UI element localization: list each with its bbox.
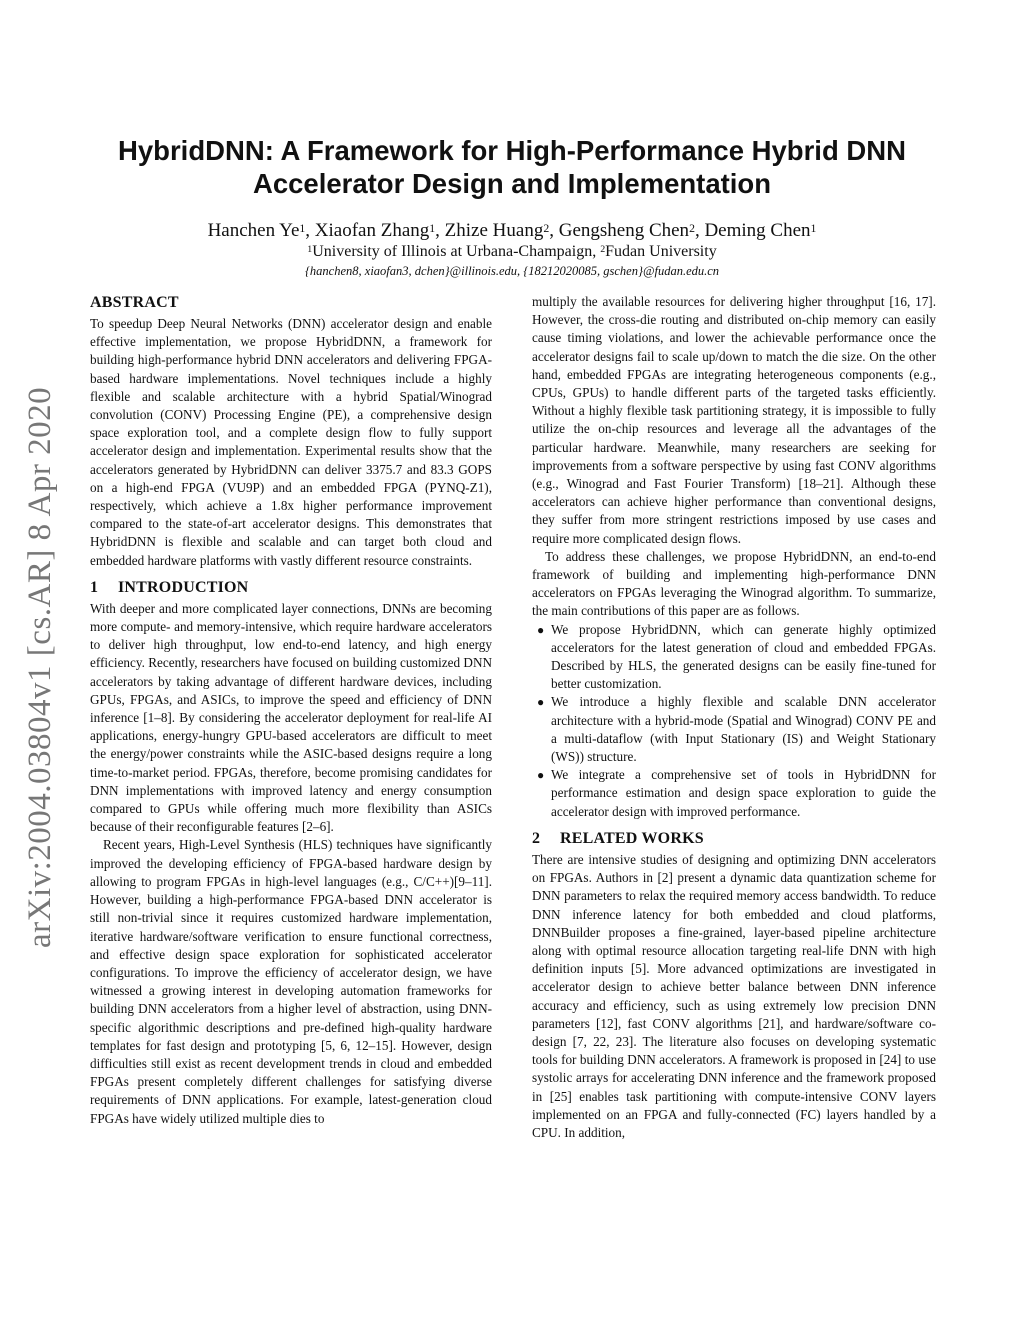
left-column bbox=[90, 293, 492, 1128]
author-name: Zhize Huang bbox=[444, 220, 544, 241]
list-item bbox=[532, 693, 936, 766]
paper-title-line-2: Accelerator Design and Implementation bbox=[252, 168, 772, 199]
bullet-icon: ● bbox=[537, 768, 545, 783]
author-affiliation-mark: 1 bbox=[429, 222, 436, 235]
intro-paragraph-4: To address these challenges, we propose HybridDNN, an end-to-end framework of building and implementing high-performance DNN accelerators on FPGAs leveraging the Winograd algorithm. To summarize, the main contributions of this paper are as follows. bbox=[532, 548, 936, 619]
affiliation-mark: 2 bbox=[600, 244, 606, 255]
author-affiliation-mark: 2 bbox=[543, 222, 550, 235]
author-name: Deming Chen bbox=[704, 220, 811, 241]
bullet-icon: ● bbox=[537, 622, 545, 637]
author-name: Hanchen Ye bbox=[207, 220, 300, 241]
related-paragraph-1: There are intensive studies of designing and optimizing DNN accelerators on FPGAs. Authors in [2] present a dynamic data quantization scheme for DNN parameters to relax the required memory access bandwidth. To reduce DNN inference latency for both embedded and cloud platforms, DNNBuilder proposes a fine-grained, layer-based pipeline architecture along with optimal resource allocation targeting real-life DNN with high definition inputs [5]. More advanced optimizations are investigated in accelerator design to achieve better balance between DNN inference accuracy and efficiency, such as using extremely low precision DNN parameters [12], fast CONV algorithms [21], and hardware/software co-design [7, 22, 23]. The literature also focuses on developing systematic tools for building DNN accelerators. A framework is proposed in [24] to use systolic arrays for accelerating DNN inference and the framework proposed in [25] enables task partitioning with compute-intensive CONV layers implemented on an FPGA and fully-connected (FC) layers handled by a CPU. In addition, bbox=[532, 851, 936, 1140]
affiliation-illinois: University of Illinois at Urbana-Champaign, bbox=[312, 243, 601, 260]
contributions-list bbox=[532, 621, 936, 821]
section-heading-related-works bbox=[532, 829, 936, 849]
author-affiliation-mark: 1 bbox=[810, 222, 817, 235]
intro-paragraph-3: multiply the available resources for delivering higher throughput [16, 17]. However, the cross-die routing and distributed on-chip memory can easily cause timing violations, and lower the achievable performance once the accelerator designs fail to scale up/down to match the die size. On the other hand, embedded FPGAs are integrating heterogeneous components (e.g., CPUs, GPUs) to handle different parts of the targeted tasks efficiently. Without a highly flexible task partitioning strategy, it is impossible to fully utilize the on-chip resources and leverage all the advantages of the particular hardware. Meanwhile, many researchers are seeking for improvements from a software perspective by using fast CONV algorithms (e.g., Winograd and Fast Fourier Transform) [18–21]. Although these accelerators can achieve higher performance than conventional designs, they suffer from more stringent restrictions imposed by use cases and require more complicated design flows. bbox=[532, 294, 936, 546]
paper-title-line-1: HybridDNN: A Framework for High-Performance Hybrid DNN bbox=[118, 135, 906, 166]
author-emails: {hanchen8, xiaofan3, dchen}@illinois.edu, {18212020085, gschen}@fudan.edu.cn bbox=[304, 264, 720, 278]
arxiv-identifier: arXiv:2004.03804v1 [cs.AR] 8 Apr 2020 bbox=[22, 386, 58, 948]
section-title: INTRODUCTION bbox=[118, 578, 249, 596]
intro-paragraph-2: Recent years, High-Level Synthesis (HLS) techniques have significantly improved the developing efficiency of FPGA-based hardware design by allowing to program FPGAs in high-level languages (e.g., C/C++)[9–11]. However, building a high-performance FPGA-based DNN accelerator is still non-trivial since it requires customized hardware implementation, iterative hardware/software verification to ensure functional correctness, and effective design space exploration for sophisticated accelerator configurations. To improve the efficiency of accelerator design, we have witnessed a growing interest in developing automation frameworks for building DNN accelerators from a higher level of abstraction, using DNN-specific algorithmic descriptions and pre-defined high-quality hardware templates for fast design and prototyping [5, 6, 12–15]. However, design difficulties still exist as recent development trends in cloud and embedded FPGAs present completely different challenges for satisfying diverse requirements of DNN applications. For example, latest-generation cloud FPGAs have widely utilized multiple dies to bbox=[90, 837, 492, 1126]
list-item bbox=[532, 621, 936, 694]
section-number: 2 bbox=[532, 829, 541, 847]
abstract-text: To speedup Deep Neural Networks (DNN) accelerator design and enable effective implementation, we propose HybridDNN, a framework for building high-performance hybrid DNN accelerators and delivering FPGA-based hardware implementations. Novel techniques include a highly flexible and scalable architecture with a hybrid Spatial/Winograd convolution (CONV) Processing Engine (PE), a comprehensive design space exploration tool, and a complete design flow to fully support accelerator design and implementation. Experimental results show that the accelerators generated by HybridDNN can deliver 3375.7 and 83.3 GOPS on a high-end FPGA (VU9P) and an embedded FPGA (PYNQ-Z1), respectively, which achieve a 1.8x higher performance improvement compared to the state-of-art accelerator designs. This demonstrates that HybridDNN is flexible and scalable and can target both cloud and embedded hardware platforms with vastly different resource constraints. bbox=[90, 316, 492, 568]
author-affiliation-mark: 1 bbox=[299, 222, 306, 235]
bullet-icon: ● bbox=[537, 695, 545, 710]
intro-paragraph-1: With deeper and more complicated layer connections, DNNs are becoming more compute- and memory-intensive, which require hardware accelerators to deliver high throughput, low end-to-end latency, and high energy efficiency. Recently, researchers have focused on building customized DNN accelerators by taking advantage of different hardware devices, including GPUs, FPGAs, and ASICs, to improve the speed and efficiency of DNN inference [1–8]. By considering the accelerator deployment for real-life AI applications, energy-hungry GPU-based accelerators are difficult to meet the energy/power constraints while the ASIC-based designs require a long time-to-market period. FPGAs, therefore, become promising candidates for DNN implementations with improved latency and energy consumption compared to GPUs while offering much more flexibility than ASICs because of their reconfigurable features [2–6]. bbox=[90, 600, 492, 835]
author-name: Gengsheng Chen bbox=[558, 220, 690, 241]
abstract-heading: ABSTRACT bbox=[90, 294, 179, 311]
list-item-text: We integrate a comprehensive set of tools in HybridDNN for performance estimation and design space exploration to guide the accelerator design with improved performance. bbox=[551, 767, 936, 819]
affiliations bbox=[60, 242, 964, 262]
section-title: RELATED WORKS bbox=[560, 829, 704, 847]
section-number: 1 bbox=[90, 578, 99, 596]
section-heading-introduction bbox=[90, 578, 492, 598]
paper-title bbox=[60, 134, 964, 200]
author-list: Hanchen Ye$^1$, Xiaofan Zhang$^1$, Zhize Huang$^2$, Gengsheng Chen$^2$, Deming Chen$^1$ bbox=[207, 220, 817, 241]
right-column bbox=[532, 293, 936, 1142]
list-item-text: We introduce a highly flexible and scalable DNN accelerator architecture with a hybrid-mode (Spatial and Winograd) CONV PE and a multi-dataflow (with Input Stationary (IS) and Weight Stationary (WS)) structure. bbox=[551, 694, 936, 765]
affiliation-mark: 1 bbox=[307, 244, 313, 255]
list-item-text: We propose HybridDNN, which can generate highly optimized accelerators for the latest generation of cloud and embedded FPGAs. Described by HLS, the generated designs can be easily fine-tuned for better customization. bbox=[551, 621, 936, 692]
author-name: Xiaofan Zhang bbox=[314, 220, 430, 241]
author-affiliation-mark: 2 bbox=[689, 222, 695, 235]
list-item bbox=[532, 766, 936, 821]
affiliation-fudan: Fudan University bbox=[605, 243, 717, 260]
